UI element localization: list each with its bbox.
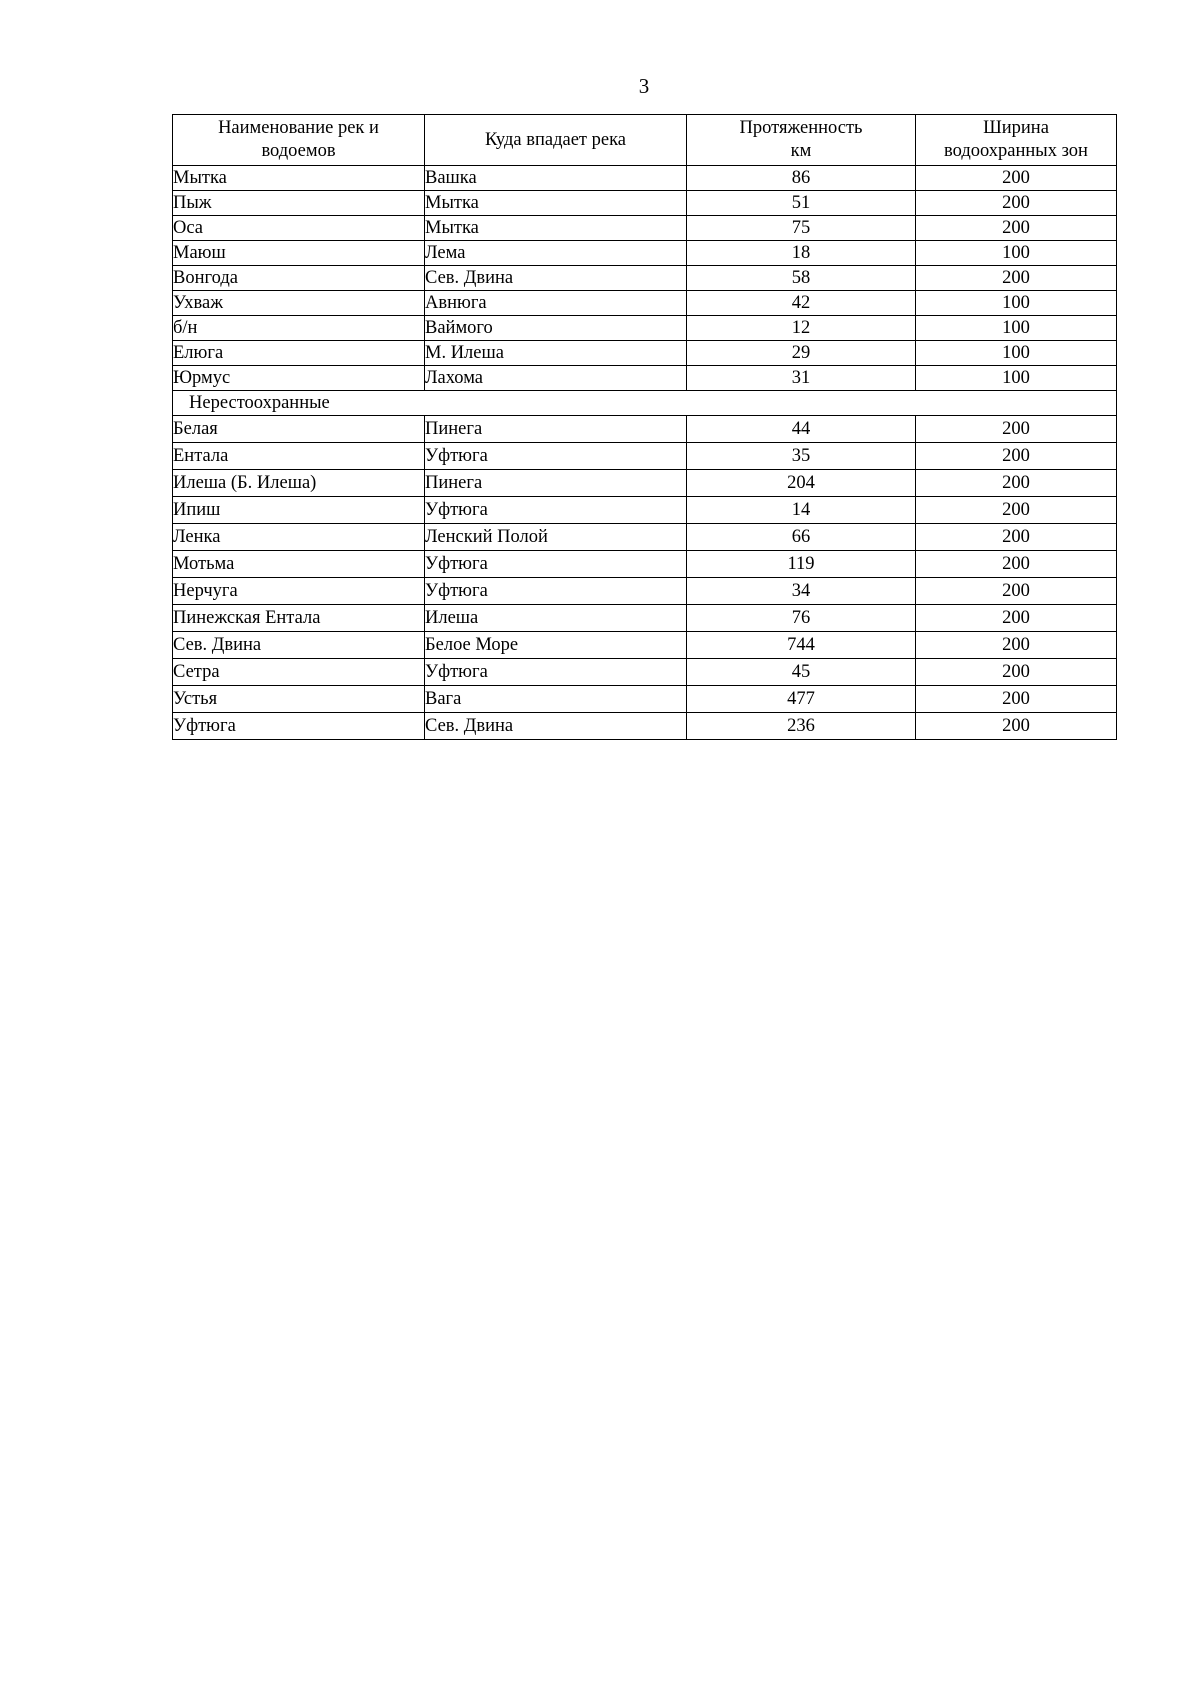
cell-name: Устья: [173, 686, 425, 713]
cell-name: Илеша (Б. Илеша): [173, 470, 425, 497]
cell-width: 200: [916, 443, 1117, 470]
cell-length: 35: [687, 443, 916, 470]
header-name: [173, 115, 425, 166]
cell-width: 200: [916, 166, 1117, 191]
cell-name: Ленка: [173, 524, 425, 551]
cell-mouth: Уфтюга: [425, 497, 687, 524]
cell-width: 200: [916, 524, 1117, 551]
cell-mouth: Уфтюга: [425, 551, 687, 578]
table-row: [173, 470, 1117, 497]
cell-name: Вонгода: [173, 266, 425, 291]
header-name-line1: Наименование рек и: [218, 118, 379, 138]
table-row: [173, 341, 1117, 366]
cell-length: 45: [687, 659, 916, 686]
table-row: [173, 316, 1117, 341]
header-width-line1: Ширина: [983, 118, 1049, 138]
cell-name: Белая: [173, 416, 425, 443]
cell-length: 18: [687, 241, 916, 266]
cell-length: 66: [687, 524, 916, 551]
cell-length: 12: [687, 316, 916, 341]
table-row: [173, 266, 1117, 291]
header-width: [916, 115, 1117, 166]
table-row: [173, 551, 1117, 578]
table-row: [173, 713, 1117, 740]
cell-length: 14: [687, 497, 916, 524]
table-row: [173, 443, 1117, 470]
cell-width: 200: [916, 470, 1117, 497]
cell-mouth: Вага: [425, 686, 687, 713]
cell-mouth: Пинега: [425, 416, 687, 443]
cell-mouth: Ваймого: [425, 316, 687, 341]
cell-width: 200: [916, 605, 1117, 632]
cell-length: 204: [687, 470, 916, 497]
cell-name: Ухваж: [173, 291, 425, 316]
table-header-row: [173, 115, 1117, 166]
cell-mouth: Авнюга: [425, 291, 687, 316]
cell-width: 200: [916, 497, 1117, 524]
cell-mouth: Мытка: [425, 216, 687, 241]
cell-width: 100: [916, 316, 1117, 341]
cell-mouth: Уфтюга: [425, 443, 687, 470]
table-row: [173, 191, 1117, 216]
cell-length: 51: [687, 191, 916, 216]
table-row: [173, 166, 1117, 191]
cell-length: 744: [687, 632, 916, 659]
cell-length: 236: [687, 713, 916, 740]
cell-name: Уфтюга: [173, 713, 425, 740]
cell-mouth: М. Илеша: [425, 341, 687, 366]
header-mouth: Куда впадает река: [425, 115, 687, 166]
cell-mouth: Сев. Двина: [425, 713, 687, 740]
cell-name: Мотьма: [173, 551, 425, 578]
table-row: [173, 659, 1117, 686]
page-number: 3: [638, 74, 650, 98]
table-row: [173, 241, 1117, 266]
cell-width: 100: [916, 241, 1117, 266]
cell-name: Сетра: [173, 659, 425, 686]
cell-width: 200: [916, 416, 1117, 443]
table-row: [173, 291, 1117, 316]
section-label: Нерестоохранные: [173, 391, 1117, 416]
cell-mouth: Пинега: [425, 470, 687, 497]
cell-width: 200: [916, 713, 1117, 740]
table-row: [173, 578, 1117, 605]
header-length: [687, 115, 916, 166]
cell-name: б/н: [173, 316, 425, 341]
rivers-table: [172, 114, 1117, 740]
table-row: [173, 366, 1117, 391]
cell-length: 34: [687, 578, 916, 605]
cell-length: 42: [687, 291, 916, 316]
table-row: [173, 497, 1117, 524]
cell-name: Ентала: [173, 443, 425, 470]
cell-name: Мытка: [173, 166, 425, 191]
cell-name: Ипиш: [173, 497, 425, 524]
header-length-line1: Протяженность: [739, 118, 863, 138]
cell-length: 31: [687, 366, 916, 391]
cell-name: Оса: [173, 216, 425, 241]
table-body: [173, 166, 1117, 391]
table-row: [173, 416, 1117, 443]
cell-width: 200: [916, 216, 1117, 241]
table-row: [173, 605, 1117, 632]
header-length-line2: км: [790, 141, 812, 161]
cell-mouth: Ленский Полой: [425, 524, 687, 551]
header-name-line2: водоемов: [261, 141, 336, 161]
header-width-line2: водоохранных зон: [944, 141, 1088, 161]
cell-name: Елюга: [173, 341, 425, 366]
cell-mouth: Лахома: [425, 366, 687, 391]
cell-mouth: Мытка: [425, 191, 687, 216]
cell-width: 100: [916, 366, 1117, 391]
cell-name: Пыж: [173, 191, 425, 216]
cell-mouth: Илеша: [425, 605, 687, 632]
cell-length: 76: [687, 605, 916, 632]
cell-width: 200: [916, 266, 1117, 291]
cell-width: 100: [916, 291, 1117, 316]
section-row: [173, 391, 1117, 416]
cell-mouth: Белое Море: [425, 632, 687, 659]
cell-name: Маюш: [173, 241, 425, 266]
cell-width: 200: [916, 551, 1117, 578]
cell-name: Пинежская Ентала: [173, 605, 425, 632]
table-row: [173, 632, 1117, 659]
cell-width: 200: [916, 686, 1117, 713]
cell-width: 200: [916, 191, 1117, 216]
cell-width: 200: [916, 578, 1117, 605]
cell-length: 75: [687, 216, 916, 241]
cell-length: 477: [687, 686, 916, 713]
cell-width: 100: [916, 341, 1117, 366]
cell-length: 44: [687, 416, 916, 443]
cell-mouth: Сев. Двина: [425, 266, 687, 291]
table-row: [173, 216, 1117, 241]
cell-name: Юрмус: [173, 366, 425, 391]
cell-mouth: Лема: [425, 241, 687, 266]
cell-name: Сев. Двина: [173, 632, 425, 659]
cell-width: 200: [916, 659, 1117, 686]
section-body: [173, 416, 1117, 740]
cell-length: 58: [687, 266, 916, 291]
cell-width: 200: [916, 632, 1117, 659]
cell-length: 86: [687, 166, 916, 191]
cell-length: 29: [687, 341, 916, 366]
cell-mouth: Уфтюга: [425, 578, 687, 605]
table-row: [173, 524, 1117, 551]
table-row: [173, 686, 1117, 713]
section-header-body: [173, 391, 1117, 416]
cell-length: 119: [687, 551, 916, 578]
cell-name: Нерчуга: [173, 578, 425, 605]
cell-mouth: Уфтюга: [425, 659, 687, 686]
cell-mouth: Вашка: [425, 166, 687, 191]
